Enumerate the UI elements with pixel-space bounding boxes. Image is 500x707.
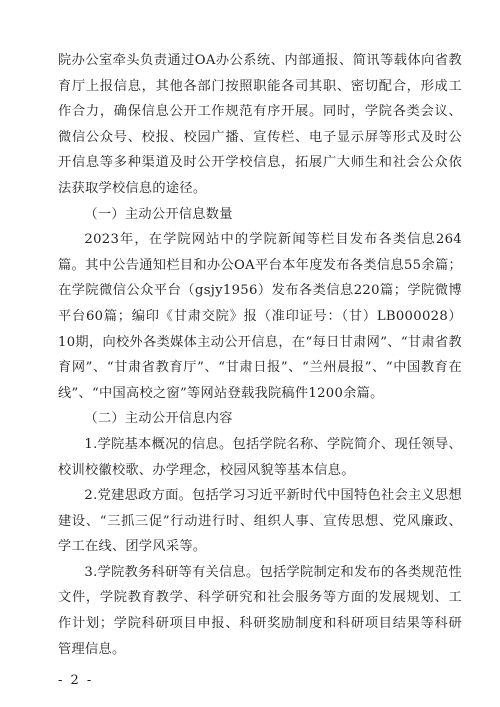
document-body bbox=[58, 48, 462, 662]
section-heading-content: （二）主动公开信息内容 bbox=[84, 411, 233, 427]
paragraph-item-3: 3.学院教务科研等有关信息。包括学院制定和发布的各类规范性文件，学院教育教学、科学研究和社会服务等方面的发展规划、工作计划；学院科研项目申报、科研奖励制度和科研项目结果等科研管理信息。 bbox=[58, 564, 462, 657]
paragraph-item-1: 1.学院基本概况的信息。包括学院名称、学院简介、现任领导、校训校徽校歌、办学理念，校园风貌等基本信息。 bbox=[58, 436, 462, 478]
paragraph-quantity: 2023年，在学院网站中的学院新闻等栏目发布各类信息264篇。其中公告通知栏目和办公OA平台本年度发布各类信息55余篇；在学院微信公众平台（gsjy1956）发布各类信息220篇；学院微博平台60篇；编印《甘肃交院》报（准印证号：（甘）LB000028）10期，向校外各类媒体主动公开信息，在“每日甘肃网”、“甘肃省教育网”、“甘肃省教育厅”、“甘肃日报”、“兰州晨报”、“中国教育在线”、“中国高校之窗”等网站登载我院稿件1200余篇。 bbox=[58, 232, 462, 401]
section-heading-quantity: （一）主动公开信息数量 bbox=[84, 206, 233, 222]
paragraph-item-2: 2.党建思政方面。包括学习习近平新时代中国特色社会主义思想建设、“三抓三促”行动进行时、组织人事、宣传思想、党风廉政、学工在线、团学风采等。 bbox=[58, 488, 462, 555]
page-number: - 2 - bbox=[58, 673, 94, 688]
paragraph-intro: 院办公室牵头负责通过OA办公系统、内部通报、简讯等载体向省教育厅上报信息，其他各部门按照职能各司其职、密切配合，形成工作合力，确保信息公开工作规范有序开展。同时，学院各类会议、微信公众号、校报、校园广播、宣传栏、电子显示屏等形式及时公开信息等多种渠道及时公开学校信息，拓展广大师生和社会公众依法获取学校信息的途径。 bbox=[58, 53, 462, 196]
